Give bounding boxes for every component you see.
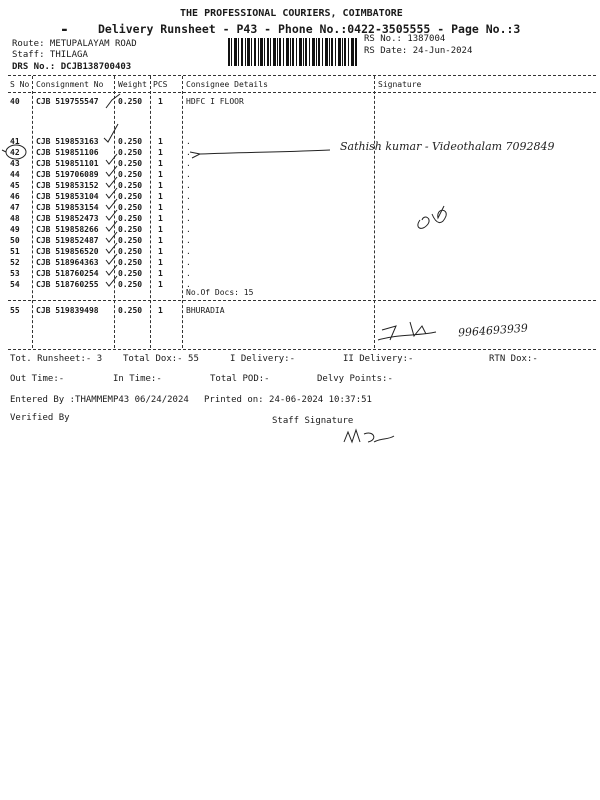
staff-signature-mark xyxy=(340,426,400,448)
cell-pcs: 1 xyxy=(158,203,163,212)
cell-cno: CJB 519852487 xyxy=(36,236,99,245)
cell-cno: CJB 519858266 xyxy=(36,225,99,234)
tot-runsheet: Tot. Runsheet:- 3 xyxy=(10,354,103,364)
no-of-docs: No.Of Docs: 15 xyxy=(186,288,254,297)
cell-pcs: 1 xyxy=(158,137,163,146)
divider xyxy=(8,75,596,76)
col-header-signature: Signature xyxy=(378,80,422,89)
cell-pcs: 1 xyxy=(158,306,163,315)
cell-details: . xyxy=(186,225,191,234)
cell-details: . xyxy=(186,137,191,146)
cell-weight: 0.250 xyxy=(118,148,143,157)
cell-cno: CJB 519755547 xyxy=(36,97,99,106)
cell-cno: CJB 519851106 xyxy=(36,148,99,157)
cell-weight: 0.250 xyxy=(118,225,143,234)
staff-label: Staff: THILAGA xyxy=(12,50,88,60)
cell-pcs: 1 xyxy=(158,258,163,267)
delvy-points: Delvy Points:- xyxy=(317,374,393,384)
cell-pcs: 1 xyxy=(158,214,163,223)
cell-sno: 50 xyxy=(10,236,20,245)
route-label: Route: METUPALAYAM ROAD xyxy=(12,39,137,49)
cell-pcs: 1 xyxy=(158,269,163,278)
divider xyxy=(8,349,596,350)
cell-details: . xyxy=(186,170,191,179)
dash-mark: ▬ xyxy=(62,25,67,34)
cell-sno: 45 xyxy=(10,181,20,190)
cell-details: . xyxy=(186,247,191,256)
verified-by: Verified By xyxy=(10,413,70,423)
cell-sno: 54 xyxy=(10,280,20,289)
cell-cno: CJB 519853163 xyxy=(36,137,99,146)
cell-weight: 0.250 xyxy=(118,306,143,315)
cell-details: HDFC I FLOOR xyxy=(186,97,244,106)
cell-sno: 51 xyxy=(10,247,20,256)
cell-cno: CJB 519851101 xyxy=(36,159,99,168)
col-header-pcs: PCS xyxy=(153,80,168,89)
company-title: THE PROFESSIONAL COURIERS, COIMBATORE xyxy=(180,8,403,19)
cell-details: . xyxy=(186,236,191,245)
cell-sno: 53 xyxy=(10,269,20,278)
cell-cno: CJB 518964363 xyxy=(36,258,99,267)
col-header-sno: S No xyxy=(10,80,30,89)
cell-sno: 52 xyxy=(10,258,20,267)
cell-pcs: 1 xyxy=(158,97,163,106)
cell-weight: 0.250 xyxy=(118,236,143,245)
total-dox: Total Dox:- 55 xyxy=(123,354,199,364)
cell-details: . xyxy=(186,258,191,267)
i-delivery: I Delivery:- xyxy=(230,354,296,364)
out-time: Out Time:- xyxy=(10,374,65,384)
cell-details: . xyxy=(186,148,191,157)
in-time: In Time:- xyxy=(113,374,162,384)
cell-cno: CJB 518760255 xyxy=(36,280,99,289)
cell-sno: 47 xyxy=(10,203,20,212)
cell-cno: CJB 519853104 xyxy=(36,192,99,201)
cell-pcs: 1 xyxy=(158,170,163,179)
cell-weight: 0.250 xyxy=(118,214,143,223)
cell-weight: 0.250 xyxy=(118,280,143,289)
cell-weight: 0.250 xyxy=(118,97,143,106)
cell-weight: 0.250 xyxy=(118,269,143,278)
cell-sno: 43 xyxy=(10,159,20,168)
handwritten-marks xyxy=(0,90,600,350)
entered-by: Entered By :THAMMEMP43 06/24/2024 xyxy=(10,395,189,405)
col-header-consignee: Consignee Details xyxy=(186,80,268,89)
cell-pcs: 1 xyxy=(158,247,163,256)
cell-weight: 0.250 xyxy=(118,137,143,146)
rs-date: RS Date: 24-Jun-2024 xyxy=(364,46,473,56)
runsheet-subtitle: Delivery Runsheet - P43 - Phone No.:0422-3505555 - Page No.:3 xyxy=(98,22,521,36)
cell-sno: 46 xyxy=(10,192,20,201)
cell-cno: CJB 518760254 xyxy=(36,269,99,278)
cell-pcs: 1 xyxy=(158,159,163,168)
cell-details: . xyxy=(186,214,191,223)
ii-delivery: II Delivery:- xyxy=(343,354,414,364)
cell-pcs: 1 xyxy=(158,236,163,245)
cell-pcs: 1 xyxy=(158,181,163,190)
cell-weight: 0.250 xyxy=(118,159,143,168)
cell-sno: 55 xyxy=(10,306,20,315)
cell-details: BHURADIA xyxy=(186,306,225,315)
cell-details: . xyxy=(186,269,191,278)
col-header-consignment: Consignment No xyxy=(36,80,104,89)
cell-weight: 0.250 xyxy=(118,258,143,267)
cell-sno: 42 xyxy=(10,148,20,157)
cell-sno: 40 xyxy=(10,97,20,106)
rs-number: RS No.: 1387004 xyxy=(364,34,446,44)
cell-sno: 41 xyxy=(10,137,20,146)
cell-details: . xyxy=(186,181,191,190)
cell-pcs: 1 xyxy=(158,280,163,289)
handwritten-phone: 9964693939 xyxy=(457,321,529,340)
cell-weight: 0.250 xyxy=(118,192,143,201)
cell-cno: CJB 519839498 xyxy=(36,306,99,315)
cell-sno: 49 xyxy=(10,225,20,234)
cell-weight: 0.250 xyxy=(118,181,143,190)
cell-pcs: 1 xyxy=(158,192,163,201)
cell-weight: 0.250 xyxy=(118,247,143,256)
cell-weight: 0.250 xyxy=(118,170,143,179)
cell-cno: CJB 519853154 xyxy=(36,203,99,212)
rtn-dox: RTN Dox:- xyxy=(489,354,538,364)
col-header-weight: Weight xyxy=(118,80,147,89)
cell-cno: CJB 519852473 xyxy=(36,214,99,223)
drs-number: DRS No.: DCJB138700403 xyxy=(12,62,132,72)
barcode-icon xyxy=(228,38,358,66)
cell-weight: 0.250 xyxy=(118,203,143,212)
cell-cno: CJB 519853152 xyxy=(36,181,99,190)
cell-cno: CJB 519856520 xyxy=(36,247,99,256)
handwritten-receiver: Sathish kumar - Videothalam 7092849 xyxy=(340,140,555,153)
staff-signature-label: Staff Signature xyxy=(272,416,354,426)
cell-details: . xyxy=(186,159,191,168)
cell-pcs: 1 xyxy=(158,225,163,234)
cell-details: . xyxy=(186,203,191,212)
cell-pcs: 1 xyxy=(158,148,163,157)
cell-sno: 48 xyxy=(10,214,20,223)
cell-cno: CJB 519706089 xyxy=(36,170,99,179)
cell-sno: 44 xyxy=(10,170,20,179)
total-pod: Total POD:- xyxy=(210,374,270,384)
cell-details: . xyxy=(186,280,191,289)
cell-details: . xyxy=(186,192,191,201)
printed-on: Printed on: 24-06-2024 10:37:51 xyxy=(204,395,372,405)
